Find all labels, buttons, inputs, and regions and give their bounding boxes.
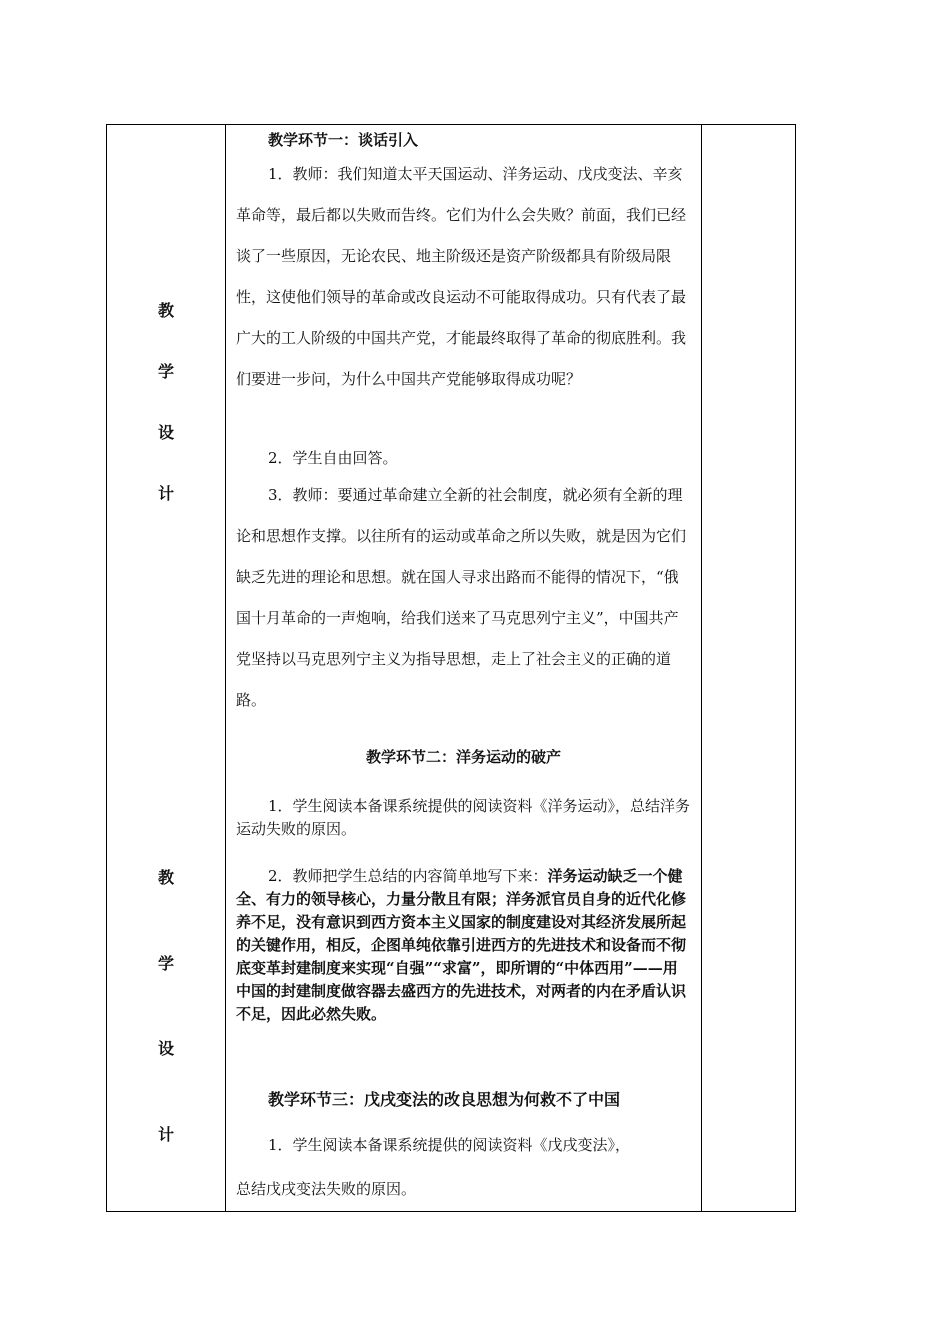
section2-paragraph-1: 1．学生阅读本备课系统提供的阅读资料《洋务运动》，总结洋务运动失败的原因。 bbox=[236, 797, 691, 838]
section2-heading: 教学环节二：洋务运动的破产 bbox=[365, 748, 561, 766]
side-char: 计 bbox=[157, 1125, 174, 1144]
paragraph-prefix: 2．教师把学生总结的内容简单地写下来： bbox=[268, 867, 548, 885]
section2-paragraph-2 bbox=[236, 865, 692, 1026]
side-char: 学 bbox=[157, 954, 174, 973]
section1-paragraph-1: 1．教师：我们知道太平天国运动、洋务运动、戊戌变法、辛亥革命等，最后都以失败而告终。它们为什么会失败？前面，我们已经谈了一些原因，无论农民、地主阶级还是资产阶级都具有阶级局限性，这使他们领导的革命或改良运动不可能取得成功。只有代表了最广大的工人阶级的中国共产党，才能最终取得了革命的彻底胜利。我们要进一步问，为什么中国共产党能够取得成功呢？ bbox=[236, 165, 687, 388]
side-char: 教 bbox=[157, 301, 174, 320]
column-divider bbox=[701, 125, 702, 1211]
section3-paragraph-1-line-1: 1．学生阅读本备课系统提供的阅读资料《戊戌变法》， bbox=[268, 1136, 631, 1154]
side-char: 设 bbox=[157, 1039, 174, 1058]
paragraph-emphasis: 洋务运动缺乏一个健全、有力的领导核心，力量分散且有限；洋务派官员自身的近代化修养不足，没有意识到西方资本主义国家的制度建设对其经济发展所起的关键作用，相反，企图单纯依靠引进西方的先进技术和设备而不彻底变革封建制度来实现“自强”“求富”，即所谓的“中体西用”——用中国的封建制度做容器去盛西方的先进技术，对两者的内在矛盾认识不足，因此必然失败。 bbox=[236, 867, 687, 1023]
lesson-design-table bbox=[106, 124, 796, 1212]
section1-paragraph-2: 2．学生自由回答。 bbox=[268, 449, 398, 467]
section1-heading: 教学环节一：谈话引入 bbox=[268, 131, 419, 149]
side-char: 计 bbox=[157, 484, 174, 503]
side-char: 学 bbox=[157, 362, 174, 381]
section3-paragraph-1-line-2: 总结戊戌变法失败的原因。 bbox=[236, 1180, 417, 1198]
section1-paragraph-3: 3．教师：要通过革命建立全新的社会制度，就必须有全新的理论和思想作支撑。以往所有的运动或革命之所以失败，就是因为它们缺乏先进的理论和思想。就在国人寻求出路而不能得的情况下，“俄国十月革命的一声炮响，给我们送来了马克思列宁主义”，中国共产党坚持以马克思列宁主义为指导思想，走上了社会主义的正确的道路。 bbox=[236, 486, 687, 709]
section3-heading: 教学环节三：戊戌变法的改良思想为何救不了中国 bbox=[268, 1090, 621, 1109]
content-column bbox=[226, 125, 701, 1211]
side-char: 教 bbox=[157, 868, 174, 887]
side-char: 设 bbox=[157, 423, 174, 442]
